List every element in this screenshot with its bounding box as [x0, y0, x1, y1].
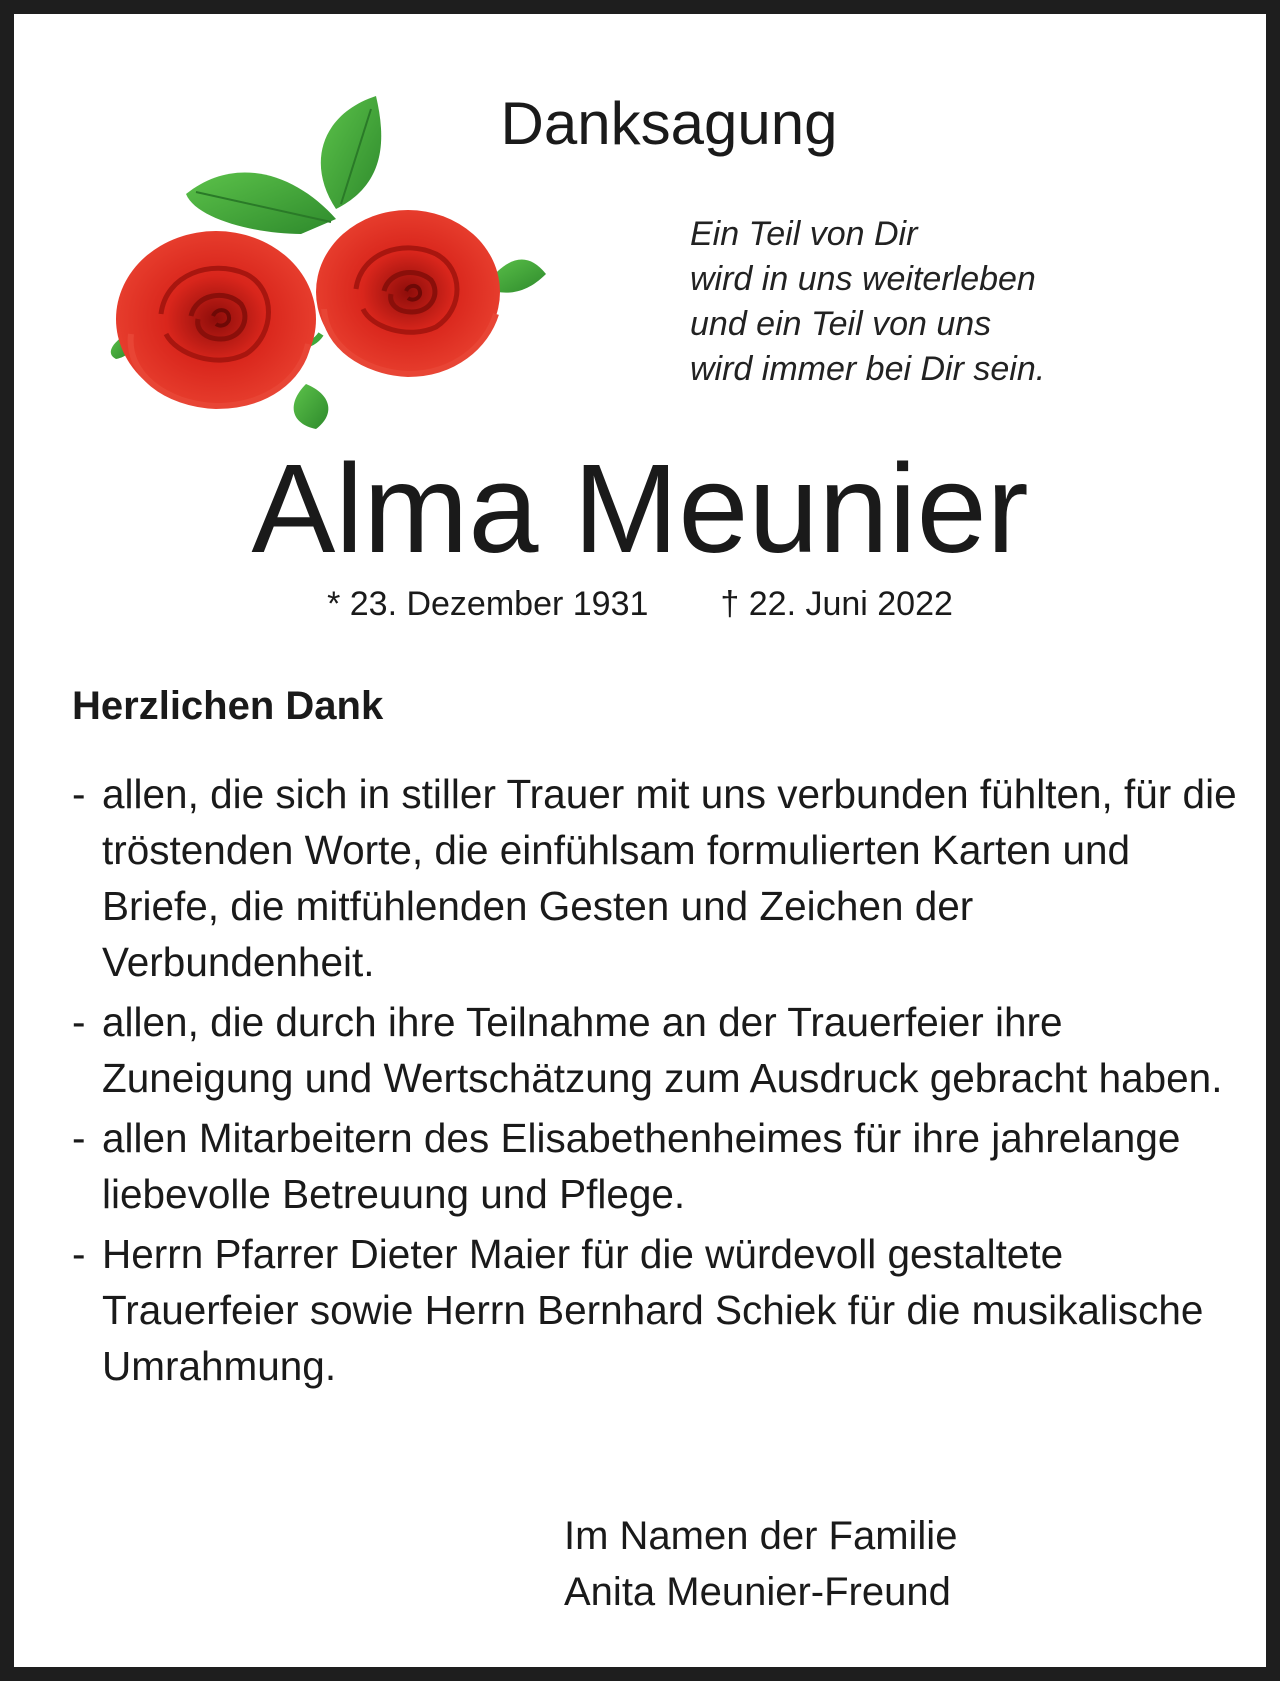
- obituary-notice: [14, 14, 1266, 1667]
- death-date: † 22. Juni 2022: [720, 585, 953, 623]
- list-item-text: allen Mitarbeitern des Elisabethenheimes für ihre jahrelange liebevolle Betreuung und Pflege.: [102, 1115, 1181, 1217]
- signature-line: Anita Meunier-Freund: [564, 1570, 951, 1614]
- list-item-text: Herrn Pfarrer Dieter Maier für die würdevoll gestaltete Trauerfeier sowie Herrn Bernhard Schiek für die musikalische Umrahmung.: [102, 1231, 1204, 1389]
- signature-block: [564, 1508, 957, 1620]
- dash-bullet: -: [72, 1115, 86, 1161]
- poem-line: und ein Teil von uns: [690, 305, 992, 343]
- deceased-name: Alma Meunier: [251, 438, 1029, 579]
- page-title: Danksagung: [500, 90, 838, 157]
- list-item: [72, 1226, 1242, 1394]
- poem-line: wird immer bei Dir sein.: [690, 350, 1046, 388]
- birth-date: * 23. Dezember 1931: [327, 585, 649, 623]
- poem-line: wird in uns weiterleben: [690, 260, 1036, 298]
- list-item-text: allen, die durch ihre Teilnahme an der Trauerfeier ihre Zuneigung und Wertschätzung zum Ausdruck gebracht haben.: [102, 999, 1223, 1101]
- thanks-list: [72, 766, 1242, 1398]
- poem-line: Ein Teil von Dir: [690, 215, 918, 253]
- list-item-text: allen, die sich in stiller Trauer mit uns verbunden fühlten, für die tröstenden Worte, die einfühlsam formulierten Karten und Briefe, die mitfühlenden Gesten und Zeichen der Verbundenheit.: [102, 771, 1237, 985]
- dash-bullet: -: [72, 771, 86, 817]
- dash-bullet: -: [72, 999, 86, 1045]
- memorial-poem: [690, 212, 1045, 392]
- list-item: [72, 1110, 1242, 1222]
- life-dates: [14, 582, 1266, 626]
- signature-line: Im Namen der Familie: [564, 1514, 958, 1558]
- list-item: [72, 766, 1242, 990]
- list-item: [72, 994, 1242, 1106]
- thanks-heading: Herzlichen Dank: [72, 684, 384, 728]
- dash-bullet: -: [72, 1231, 86, 1277]
